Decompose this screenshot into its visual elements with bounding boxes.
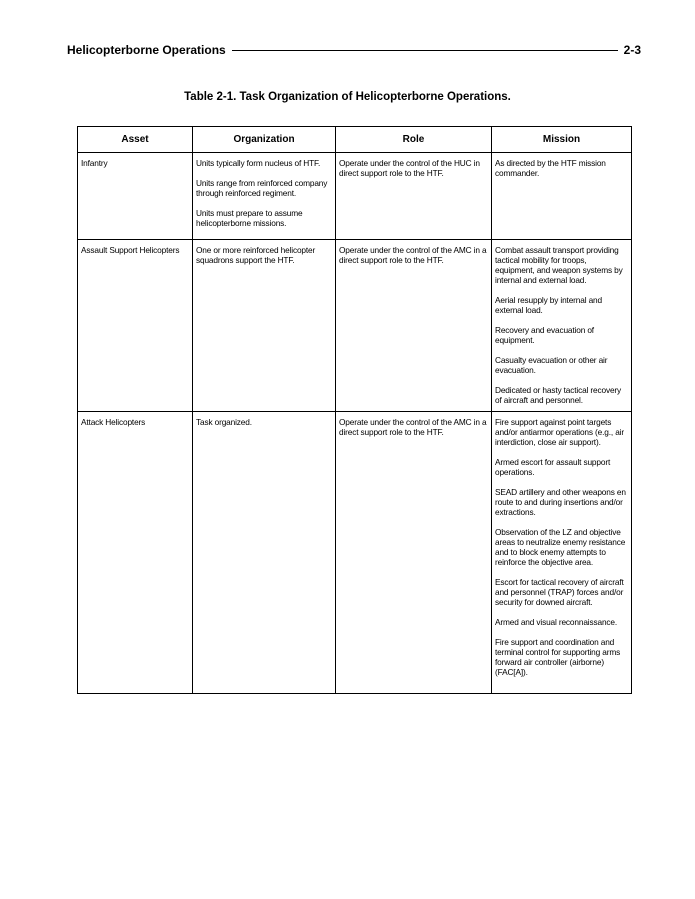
asset-cell [78, 412, 193, 694]
asset-cell [78, 153, 193, 240]
cell-paragraph: Casualty evacuation or other air evacuation. [495, 355, 608, 375]
cell-paragraph: Dedicated or hasty tactical recovery of aircraft and personnel. [495, 385, 622, 405]
cell-paragraph: Task organized. [196, 417, 252, 427]
cell-paragraph: Armed escort for assault support operations. [495, 457, 611, 477]
cell-paragraph: Observation of the LZ and objective areas to neutralize enemy resistance and to block enemy attempts to reinforce the objective area. [495, 527, 626, 567]
cell-text: Operate under the control of the AMC in a direct support role to the HTF. [339, 417, 487, 437]
cell-paragraph: Combat assault transport providing tactical mobility for troops, equipment, and weapon systems by internal and external load. [495, 245, 623, 285]
cell-paragraph: SEAD artillery and other weapons en route to and during insertions and/or extractions. [495, 487, 626, 517]
role-cell [336, 412, 492, 694]
asset-cell [78, 240, 193, 412]
cell-paragraph: As directed by the HTF mission commander. [495, 158, 606, 178]
cell-text: Operate under the control of the AMC in a direct support role to the HTF. [339, 245, 487, 265]
header-rule [232, 50, 618, 51]
cell-text: Operate under the control of the HUC in direct support role to the HTF. [339, 158, 480, 178]
cell-text: Assault Support Helicopters [81, 245, 180, 255]
cell-paragraph: Fire support against point targets and/or antiarmor operations (e.g., air interdiction, close air support). [495, 417, 624, 447]
organization-cell [193, 240, 336, 412]
page-number: 2-3 [623, 43, 641, 57]
column-header-asset: Asset [78, 127, 193, 153]
mission-cell [492, 240, 632, 412]
running-header-title: Helicopterborne Operations [67, 43, 226, 57]
column-header-mission: Mission [492, 127, 632, 153]
cell-paragraph: Units must prepare to assume helicopterborne missions. [196, 208, 303, 228]
cell-paragraph: Armed and visual reconnaissance. [495, 617, 618, 627]
organization-cell [193, 412, 336, 694]
cell-paragraph: One or more reinforced helicopter squadrons support the HTF. [196, 245, 316, 265]
role-cell [336, 240, 492, 412]
cell-paragraph: Fire support and coordination and terminal control for supporting arms forward air controller (airborne) (FAC[A]). [495, 637, 621, 677]
table-row [78, 153, 632, 240]
table-caption: Table 2-1. Task Organization of Helicopterborne Operations. [184, 91, 511, 103]
cell-paragraph: Units typically form nucleus of HTF. [196, 158, 321, 168]
table-header-row [78, 127, 632, 153]
table-row [78, 412, 632, 694]
mission-cell [492, 412, 632, 694]
cell-text: Attack Helicopters [81, 417, 146, 427]
cell-paragraph: Escort for tactical recovery of aircraft and personnel (TRAP) forces and/or security for downed aircraft. [495, 577, 624, 607]
column-header-role: Role [336, 127, 492, 153]
cell-paragraph: Recovery and evacuation of equipment. [495, 325, 594, 345]
running-header [67, 42, 641, 58]
table-row [78, 240, 632, 412]
role-cell [336, 153, 492, 240]
cell-text: Infantry [81, 158, 108, 168]
cell-paragraph: Units range from reinforced company through reinforced regiment. [196, 178, 328, 198]
column-header-organization: Organization [193, 127, 336, 153]
mission-cell [492, 153, 632, 240]
organization-cell [193, 153, 336, 240]
task-organization-table [77, 126, 632, 694]
cell-paragraph: Aerial resupply by internal and external load. [495, 295, 602, 315]
